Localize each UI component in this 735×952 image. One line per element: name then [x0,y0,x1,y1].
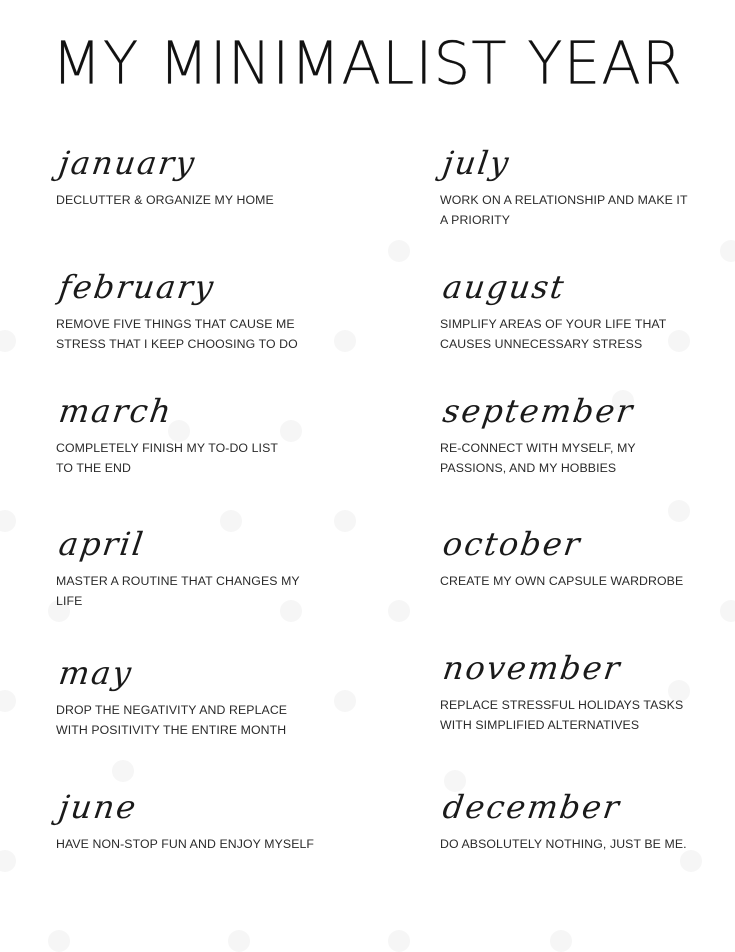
watermark-dot [388,600,410,622]
month-july [440,140,690,230]
month-october [440,521,710,591]
watermark-dot [0,510,16,532]
watermark-dot [334,690,356,712]
month-goal: CREATE MY OWN CAPSULE WARDROBE [440,574,684,588]
month-february [56,264,326,354]
month-goal: REPLACE STRESSFUL HOLIDAYS TASKS WITH SIMPLIFIED ALTERNATIVES [440,698,684,732]
month-goal: RE-CONNECT WITH MYSELF, MY PASSIONS, AND MY HOBBIES [440,441,636,475]
month-name: january [56,144,199,182]
month-august [440,264,700,354]
month-name: june [56,788,140,826]
month-goal: SIMPLIFY AREAS OF YOUR LIFE THAT CAUSES UNNECESSARY STRESS [440,317,667,351]
watermark-dot [48,930,70,952]
month-goal: DECLUTTER & ORGANIZE MY HOME [56,193,274,207]
watermark-dot [0,330,16,352]
page-title: MY MINIMALIST YEAR [51,28,684,98]
month-name: february [56,268,218,306]
month-april [56,521,326,611]
month-name: march [56,392,176,430]
month-name: july [440,144,513,182]
watermark-dot [228,930,250,952]
month-december [440,784,710,854]
month-goal: MASTER A ROUTINE THAT CHANGES MY LIFE [56,574,300,608]
month-name: september [440,392,637,430]
watermark-dot [112,760,134,782]
watermark-dot [0,690,16,712]
watermark-dot [668,500,690,522]
month-name: may [56,654,136,692]
month-march [56,388,286,478]
watermark-dot [388,240,410,262]
month-january [56,140,326,210]
watermark-dot [550,930,572,952]
month-name: october [440,525,584,563]
month-name: november [440,649,624,687]
month-september [440,388,680,478]
month-goal: HAVE NON-STOP FUN AND ENJOY MYSELF [56,837,315,851]
watermark-dot [334,330,356,352]
month-may [56,650,306,740]
month-name: december [440,788,624,826]
watermark-dot [388,930,410,952]
watermark-dot [720,600,735,622]
month-goal: DROP THE NEGATIVITY AND REPLACE WITH POSITIVITY THE ENTIRE MONTH [56,703,288,737]
month-goal: REMOVE FIVE THINGS THAT CAUSE ME STRESS THAT I KEEP CHOOSING TO DO [56,317,298,351]
month-goal: COMPLETELY FINISH MY TO-DO LIST TO THE END [56,441,278,475]
month-june [56,784,326,854]
watermark-dot [720,240,735,262]
watermark-dot [334,510,356,532]
month-name: august [440,268,568,306]
month-goal: DO ABSOLUTELY NOTHING, JUST BE ME. [440,837,687,851]
month-november [440,645,705,735]
month-name: april [56,525,148,563]
watermark-dot [0,850,16,872]
month-goal: WORK ON A RELATIONSHIP AND MAKE IT A PRIORITY [440,193,688,227]
